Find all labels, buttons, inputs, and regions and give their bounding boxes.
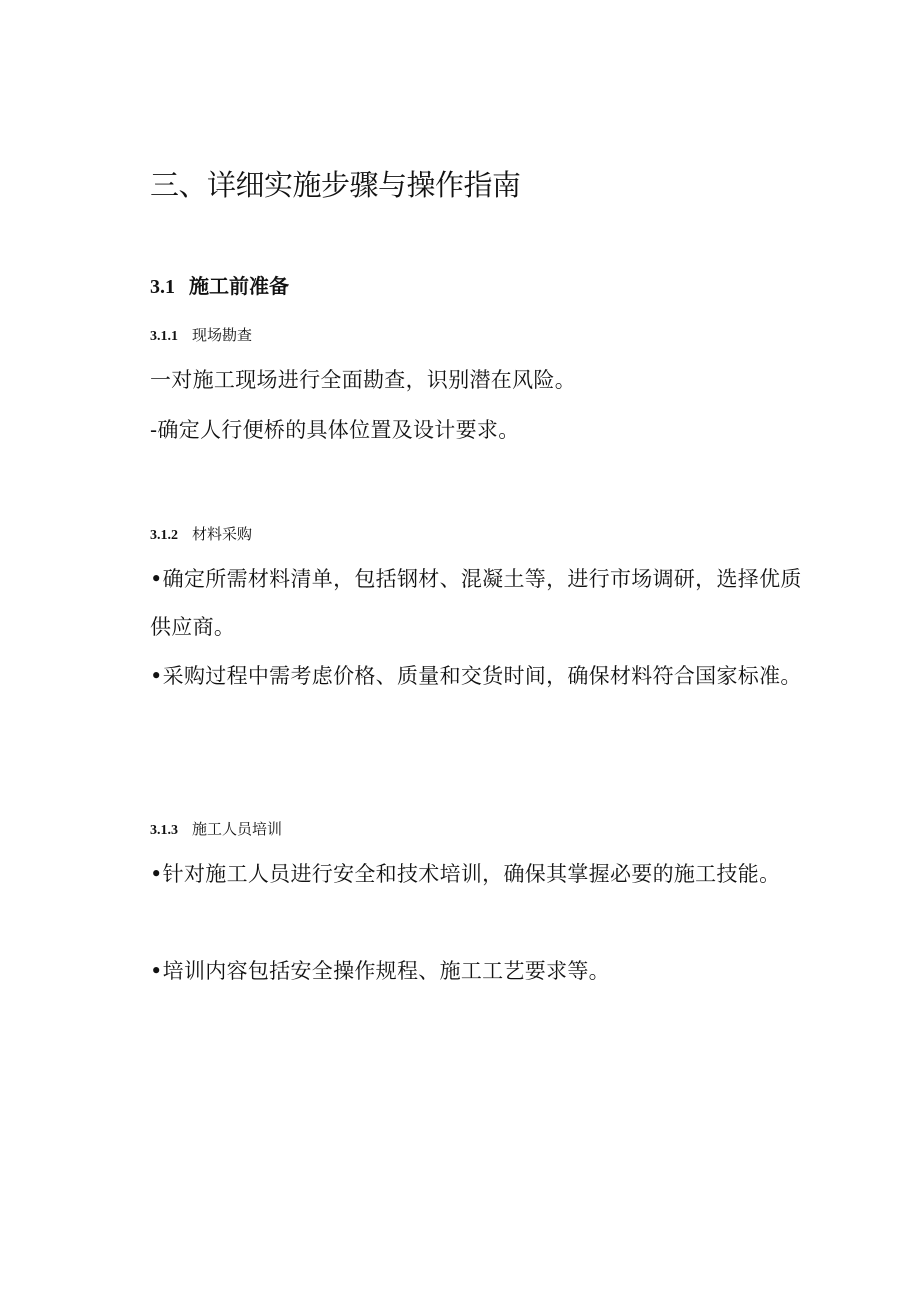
item-title: 施工人员培训 [192, 820, 283, 838]
item-number: 3.1.1 [150, 329, 178, 344]
paragraph: -确定人行便桥的具体位置及设计要求。 [150, 418, 520, 442]
paragraph: 一对施工现场进行全面勘查，识别潜在风险。 [150, 368, 576, 392]
subsection-heading [150, 269, 289, 304]
section-title: 三、详细实施步骤与操作指南 [150, 168, 521, 202]
subsection-number: 3.1 [150, 276, 175, 298]
item-title: 材料采购 [192, 525, 253, 543]
subsection-title: 施工前准备 [189, 274, 289, 298]
paragraph: •针对施工人员进行安全和技术培训，确保其掌握必要的施工技能。 [150, 862, 781, 886]
paragraph: •培训内容包括安全操作规程、施工工艺要求等。 [150, 959, 610, 983]
item-title: 现场勘查 [192, 326, 253, 344]
item-heading-site-survey [150, 323, 252, 349]
paragraph: •采购过程中需考虑价格、质量和交货时间，确保材料符合国家标准。 [150, 664, 802, 688]
item-number: 3.1.3 [150, 823, 178, 838]
item-number: 3.1.2 [150, 528, 178, 543]
item-heading-material-procurement [150, 522, 252, 548]
paragraph: •确定所需材料清单，包括钢材、混凝土等，进行市场调研，选择优质供应商。 [150, 567, 802, 639]
item-heading-personnel-training [150, 817, 282, 843]
